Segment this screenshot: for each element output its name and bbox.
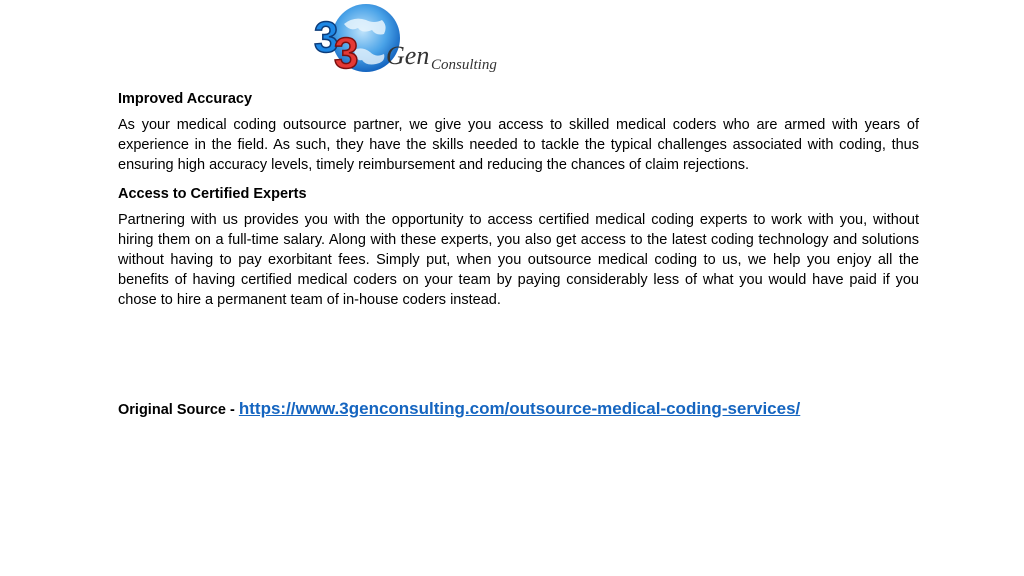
original-source [118, 399, 800, 419]
section-heading-improved-accuracy: Improved Accuracy [118, 91, 253, 107]
company-logo [314, 2, 524, 78]
section-body-certified-experts: Partnering with us provides you with the opportunity to access certified medical coding experts to work with you, without hiring them on a full-time salary. Along with these experts, you also get access to the latest coding technology and solutions without having to pay exorbitant fees. Simply put, when you outsource medical coding to us, we help you enjoy all the benefits of having certified medical coders on your team by paying considerably less of what you would have paid if you chose to hire a permanent team of in-house coders instead. [118, 212, 919, 308]
logo-graphic [314, 2, 524, 78]
svg-text:Gen: Gen [386, 41, 430, 70]
source-label: Original Source - [118, 402, 239, 418]
section-body-improved-accuracy: As your medical coding outsource partner, we give you access to skilled medical coders who are armed with years of experience in the field. As such, they have the skills needed to tackle the typical challenges associated with coding, thus ensuring high accuracy levels, timely reimbursement and reducing the chances of claim rejections. [118, 117, 919, 173]
source-link[interactable]: https://www.3genconsulting.com/outsource-medical-coding-services/ [238, 399, 801, 418]
svg-text:3: 3 [334, 29, 359, 78]
svg-text:3: 3 [314, 13, 339, 62]
main-content [118, 89, 919, 319]
section-heading-certified-experts: Access to Certified Experts [118, 186, 307, 203]
svg-text:Consulting: Consulting [431, 57, 497, 73]
